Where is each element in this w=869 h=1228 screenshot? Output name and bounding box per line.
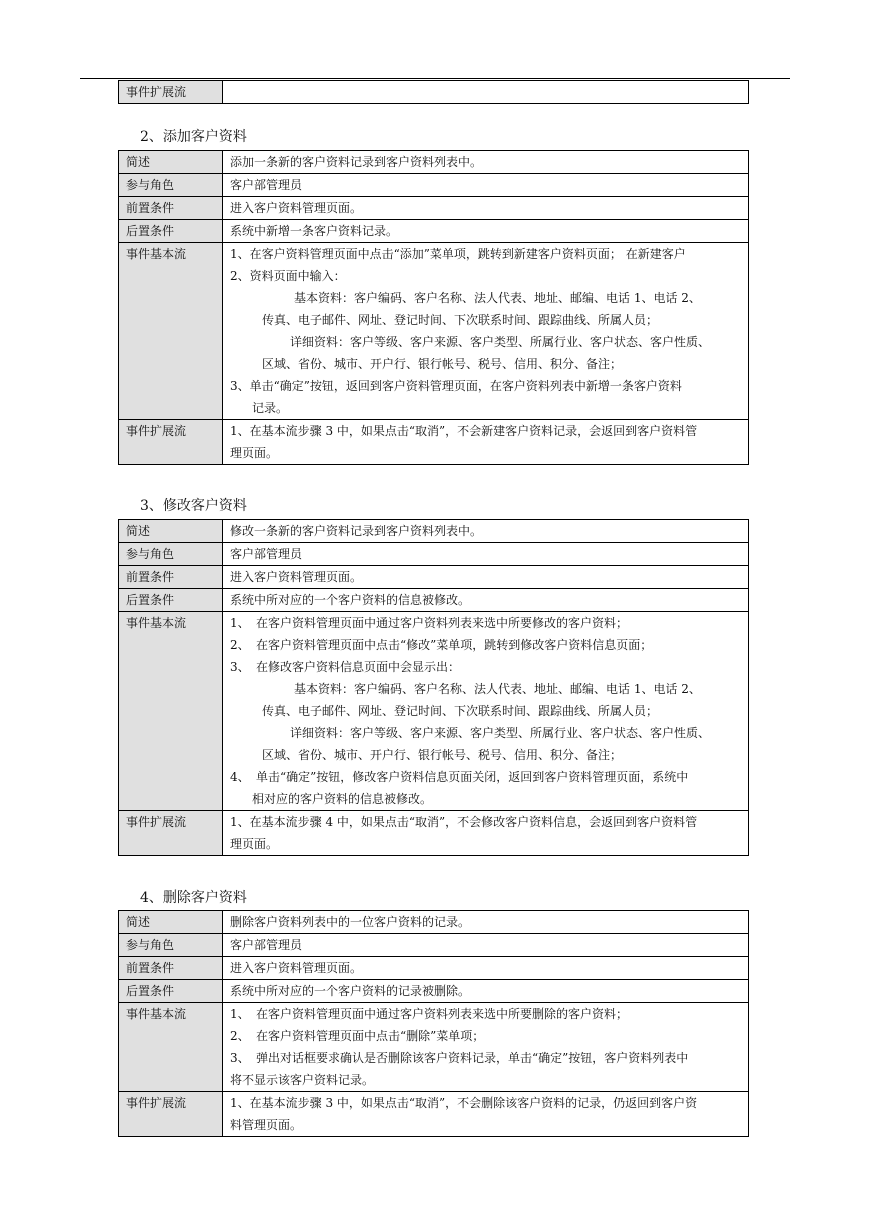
row-label: 前置条件 (119, 566, 223, 589)
table-row (119, 81, 749, 104)
top-residual-table (118, 80, 749, 104)
flow-line: 传真、电子邮件、网址、登记时间、下次联系时间、跟踪曲线、所属人员； (262, 704, 659, 718)
row-value (223, 81, 749, 104)
table-row (119, 957, 749, 980)
section-title-edit: 3、修改客户资料 (140, 498, 247, 514)
row-label: 事件扩展流 (119, 420, 223, 465)
table-row (119, 220, 749, 243)
row-label: 简述 (119, 520, 223, 543)
flow-line: 将不显示该客户资料记录。 (230, 1073, 375, 1087)
row-value: 添加一条新的客户资料记录到客户资料列表中。 (223, 151, 749, 174)
step-text: 在客户资料管理页面中点击“删除”菜单项； (256, 1029, 485, 1043)
table-row (119, 911, 749, 934)
step-number: 4、 (230, 770, 250, 784)
table-row (119, 934, 749, 957)
table-row (119, 151, 749, 174)
use-case-table-delete (118, 910, 749, 1137)
table-row (119, 980, 749, 1003)
row-value: 系统中新增一条客户资料记录。 (223, 220, 749, 243)
step-number: 3、 (230, 1051, 250, 1065)
row-value: 系统中所对应的一个客户资料的信息被修改。 (223, 589, 749, 612)
row-value: 客户部管理员 (223, 174, 749, 197)
flow-line: 1、在客户资料管理页面中点击“添加”菜单项，跳转到新建客户资料页面； 在新建客户 (230, 247, 686, 261)
table-row (119, 420, 749, 465)
step-number: 1、 (230, 1007, 250, 1021)
row-label: 简述 (119, 911, 223, 934)
flow-line: 详细资料：客户等级、客户来源、客户类型、所属行业、客户状态、客户性质、 (290, 726, 711, 740)
step-text: 弹出对话框要求确认是否删除该客户资料记录，单击“确定”按钮，客户资料列表中 (256, 1051, 689, 1065)
flow-line: 详细资料：客户等级、客户来源、客户类型、所属行业、客户状态、客户性质、 (290, 335, 711, 349)
flow-step (230, 634, 744, 656)
row-value: 进入客户资料管理页面。 (223, 197, 749, 220)
flow-line: 区域、省份、城市、开户行、银行帐号、税号、信用、积分、备注； (262, 748, 623, 762)
flow-line: 传真、电子邮件、网址、登记时间、下次联系时间、跟踪曲线、所属人员； (262, 313, 659, 327)
table-row (119, 174, 749, 197)
row-value (223, 243, 749, 420)
use-case-table-edit (118, 519, 749, 856)
row-label: 参与角色 (119, 174, 223, 197)
row-label: 前置条件 (119, 197, 223, 220)
table-row (119, 520, 749, 543)
row-value: 系统中所对应的一个客户资料的记录被删除。 (223, 980, 749, 1003)
row-label: 事件基本流 (119, 1003, 223, 1092)
table-row (119, 1003, 749, 1092)
row-label: 事件扩展流 (119, 1092, 223, 1137)
flow-line: 1、在基本流步骤 4 中，如果点击“取消”，不会修改客户资料信息，会返回到客户资料管 (230, 815, 698, 829)
flow-line: 2、资料页面中输入： (230, 269, 346, 283)
row-label: 事件基本流 (119, 243, 223, 420)
table-row (119, 1092, 749, 1137)
table-row (119, 589, 749, 612)
flow-line: 记录。 (252, 401, 289, 415)
table-row (119, 612, 749, 811)
row-value (223, 1092, 749, 1137)
flow-step (230, 1047, 744, 1069)
section-title-delete: 4、删除客户资料 (140, 890, 247, 906)
row-label: 简述 (119, 151, 223, 174)
flow-line: 区域、省份、城市、开户行、银行帐号、税号、信用、积分、备注； (262, 357, 623, 371)
row-label: 后置条件 (119, 220, 223, 243)
flow-line: 基本资料：客户编码、客户名称、法人代表、地址、邮编、电话 1、电话 2、 (294, 682, 701, 696)
row-label: 事件扩展流 (119, 81, 223, 104)
step-number: 3、 (230, 660, 250, 674)
step-text: 在客户资料管理页面中点击“修改”菜单项，跳转到修改客户资料信息页面； (256, 638, 653, 652)
flow-line: 基本资料：客户编码、客户名称、法人代表、地址、邮编、电话 1、电话 2、 (294, 291, 701, 305)
page-header-rule (80, 78, 790, 79)
row-value (223, 612, 749, 811)
flow-step (230, 1025, 744, 1047)
step-text: 在客户资料管理页面中通过客户资料列表来选中所要修改的客户资料； (256, 616, 629, 630)
row-value: 进入客户资料管理页面。 (223, 957, 749, 980)
step-number: 1、 (230, 616, 250, 630)
flow-step (230, 656, 744, 678)
row-value: 客户部管理员 (223, 934, 749, 957)
row-label: 事件基本流 (119, 612, 223, 811)
row-value (223, 420, 749, 465)
row-value: 修改一条新的客户资料记录到客户资料列表中。 (223, 520, 749, 543)
use-case-table-add (118, 150, 749, 465)
step-number: 2、 (230, 638, 250, 652)
row-label: 参与角色 (119, 934, 223, 957)
step-text: 单击“确定”按钮，修改客户资料信息页面关闭，返回到客户资料管理页面，系统中 (256, 770, 689, 784)
step-text: 在客户资料管理页面中通过客户资料列表来选中所要删除的客户资料； (256, 1007, 629, 1021)
flow-line: 理页面。 (230, 837, 279, 851)
row-value: 客户部管理员 (223, 543, 749, 566)
step-number: 2、 (230, 1029, 250, 1043)
flow-step (230, 1003, 744, 1025)
flow-line: 1、在基本流步骤 3 中，如果点击“取消”，不会新建客户资料记录，会返回到客户资料管 (230, 424, 698, 438)
row-value (223, 1003, 749, 1092)
row-label: 事件扩展流 (119, 811, 223, 856)
flow-line: 3、单击“确定”按钮，返回到客户资料管理页面，在客户资料列表中新增一条客户资料 (230, 379, 682, 393)
step-text: 在修改客户资料信息页面中会显示出： (256, 660, 461, 674)
row-value: 删除客户资料列表中的一位客户资料的记录。 (223, 911, 749, 934)
flow-line: 1、在基本流步骤 3 中，如果点击“取消”，不会删除该客户资料的记录，仍返回到客户资 (230, 1096, 698, 1110)
flow-line: 相对应的客户资料的信息被修改。 (252, 792, 433, 806)
row-label: 后置条件 (119, 980, 223, 1003)
table-row (119, 566, 749, 589)
flow-step (230, 766, 744, 788)
section-title-add: 2、添加客户资料 (140, 129, 247, 145)
row-label: 后置条件 (119, 589, 223, 612)
row-value (223, 811, 749, 856)
table-row (119, 811, 749, 856)
flow-line: 料管理页面。 (230, 1118, 303, 1132)
row-label: 前置条件 (119, 957, 223, 980)
row-value: 进入客户资料管理页面。 (223, 566, 749, 589)
table-row (119, 243, 749, 420)
table-row (119, 543, 749, 566)
row-label: 参与角色 (119, 543, 223, 566)
flow-step (230, 612, 744, 634)
flow-line: 理页面。 (230, 446, 279, 460)
table-row (119, 197, 749, 220)
